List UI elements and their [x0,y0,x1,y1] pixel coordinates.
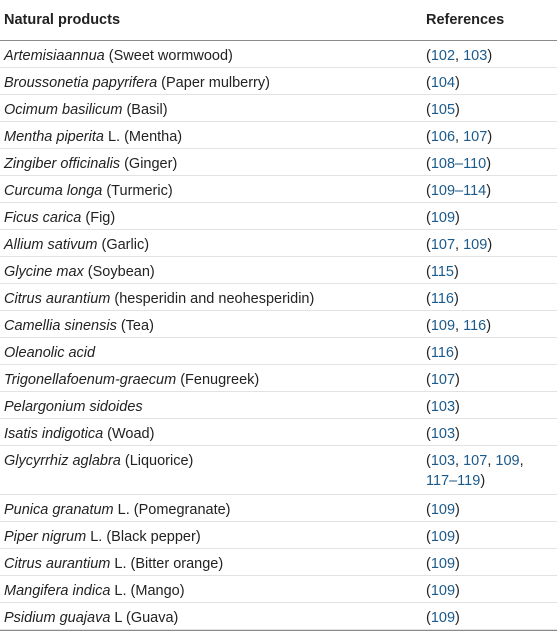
references-cell: (103) [426,399,460,415]
references-cell: (109) [426,583,460,599]
species-name: Glycyrrhiz aglabra [4,453,121,469]
common-name: (Soybean) [83,264,155,280]
table-row [0,203,557,230]
species-name: Piper nigrum [4,529,87,545]
common-name: (Paper mulberry) [157,75,270,91]
table-row [0,495,557,522]
natural-product-cell [4,554,223,574]
reference-link[interactable]: 109 [430,318,456,334]
natural-product-cell [4,262,155,282]
common-name: (hesperidin and neohesperidin) [110,291,315,307]
references-cell: (103) [426,426,460,442]
column-header-references: References [426,12,505,28]
reference-link[interactable]: 109 [495,453,520,469]
natural-product-cell [4,581,185,601]
common-name: (Garlic) [97,237,150,253]
natural-product-cell [4,181,173,201]
table-row [0,122,557,149]
species-name: Psidium guajava [4,610,111,626]
column-header-natural-products: Natural products [4,12,121,28]
references-cell: (115) [426,264,459,280]
species-name: Zingiber officinalis [4,156,121,172]
reference-link[interactable]: 107 [463,453,488,469]
reference-link[interactable]: 103 [430,426,456,442]
reference-link[interactable]: 115 [430,264,454,280]
table-body [0,41,557,630]
reference-link[interactable]: 109 [430,556,456,572]
common-name: (Ginger) [120,156,178,172]
reference-link[interactable]: 105 [430,102,456,118]
common-name: L. (Black pepper) [86,529,201,545]
reference-link[interactable]: 107 [430,372,456,388]
natural-product-cell [4,608,178,628]
natural-product-cell [4,500,231,520]
table-row [0,446,557,495]
table-row [0,603,557,630]
references-cell: (107) [426,372,460,388]
table-row [0,284,557,311]
table-row [0,95,557,122]
species-name: Artemisiaannua [4,48,105,64]
reference-link[interactable]: 104 [430,75,456,91]
references-cell: (106, 107) [426,129,493,145]
table-row [0,311,557,338]
natural-product-cell [4,397,143,417]
natural-product-cell [4,127,182,147]
species-name: Glycine max [4,264,84,280]
table-row [0,365,557,392]
common-name: (Woad) [103,426,155,442]
reference-link[interactable]: 109 [430,502,456,518]
reference-link[interactable]: 109 [430,583,456,599]
species-name: Isatis indigotica [4,426,104,442]
reference-link[interactable]: 117–119 [426,473,481,489]
reference-link[interactable]: 106 [430,129,456,145]
references-cell: (109) [426,502,460,518]
natural-product-cell [4,289,314,309]
references-cell: (116) [426,291,459,307]
references-cell: (109, 116) [426,318,492,334]
reference-link[interactable]: 109 [463,237,488,253]
references-cell: (107, 109) [426,237,493,253]
natural-product-cell [4,451,193,471]
natural-product-cell [4,343,95,363]
table-row [0,149,557,176]
reference-link[interactable]: 116 [430,345,454,361]
natural-product-cell [4,316,154,336]
references-cell: (109) [426,610,460,626]
reference-link[interactable]: 109 [430,610,456,626]
natural-product-cell [4,370,259,390]
natural-product-cell [4,424,154,444]
common-name: (Turmeric) [102,183,173,199]
common-name: (Basil) [122,102,168,118]
natural-product-cell [4,208,115,228]
reference-link[interactable]: 103 [463,48,488,64]
references-cell: (109) [426,529,460,545]
reference-link[interactable]: 109–114 [430,183,487,199]
common-name: (Fenugreek) [176,372,260,388]
species-name: Citrus aurantium [4,556,111,572]
table-row [0,576,557,603]
table-row [0,230,557,257]
reference-link[interactable]: 107 [430,237,456,253]
table-row [0,549,557,576]
natural-product-cell [4,73,270,93]
species-name: Oleanolic acid [4,345,96,361]
table-row [0,522,557,549]
reference-link[interactable]: 116 [430,291,454,307]
natural-product-cell [4,154,177,174]
table-row [0,392,557,419]
species-name: Citrus aurantium [4,291,111,307]
reference-link[interactable]: 107 [463,129,488,145]
reference-separator: , [487,453,496,469]
species-name: Ocimum basilicum [4,102,123,118]
references-cell: (109) [426,556,460,572]
natural-product-cell [4,100,168,120]
references-cell: (103, 107, 109, 117–119) [426,453,524,489]
reference-separator: , [455,129,464,145]
references-cell: (105) [426,102,460,118]
species-name: Curcuma longa [4,183,103,199]
common-name: L. (Mango) [110,583,185,599]
reference-separator: , [455,453,464,469]
reference-separator: , [455,48,464,64]
species-name: Pelargonium sidoides [4,399,143,415]
reference-link[interactable]: 116 [463,318,487,334]
reference-link[interactable]: 103 [430,453,456,469]
table-bottom-rule [0,630,557,631]
species-name: Mentha piperita [4,129,104,145]
reference-link[interactable]: 102 [430,48,456,64]
species-name: Broussonetia papyrifera [4,75,158,91]
table-row [0,68,557,95]
common-name: L. (Bitter orange) [110,556,224,572]
references-cell: (109–114) [426,183,492,199]
common-name: L. (Pomegranate) [113,502,231,518]
references-cell: (108–110) [426,156,492,172]
references-cell: (116) [426,345,459,361]
table-row [0,41,557,68]
table-header [0,0,557,41]
common-name: L. (Mentha) [103,129,183,145]
natural-product-cell [4,527,201,547]
table-row [0,176,557,203]
reference-link[interactable]: 109 [430,529,456,545]
table-row [0,257,557,284]
natural-product-cell [4,235,149,255]
species-name: Ficus carica [4,210,82,226]
reference-link[interactable]: 108–110 [430,156,487,172]
references-cell: (104) [426,75,460,91]
common-name: (Sweet wormwood) [104,48,233,64]
table-row [0,338,557,365]
common-name: (Fig) [81,210,116,226]
references-cell: (109) [426,210,460,226]
common-name: L (Guava) [110,610,179,626]
species-name: Mangifera indica [4,583,111,599]
reference-link[interactable]: 109 [430,210,456,226]
references-cell: (102, 103) [426,48,493,64]
reference-separator: , [455,318,464,334]
species-name: Allium sativum [4,237,98,253]
species-name: Punica granatum [4,502,114,518]
table-row [0,419,557,446]
reference-separator: , [455,237,464,253]
natural-product-cell [4,46,233,66]
common-name: (Liquorice) [120,453,194,469]
species-name: Trigonellafoenum-graecum [4,372,177,388]
reference-link[interactable]: 103 [430,399,456,415]
common-name: (Tea) [116,318,154,334]
species-name: Camellia sinensis [4,318,117,334]
reference-separator: , [519,453,524,469]
